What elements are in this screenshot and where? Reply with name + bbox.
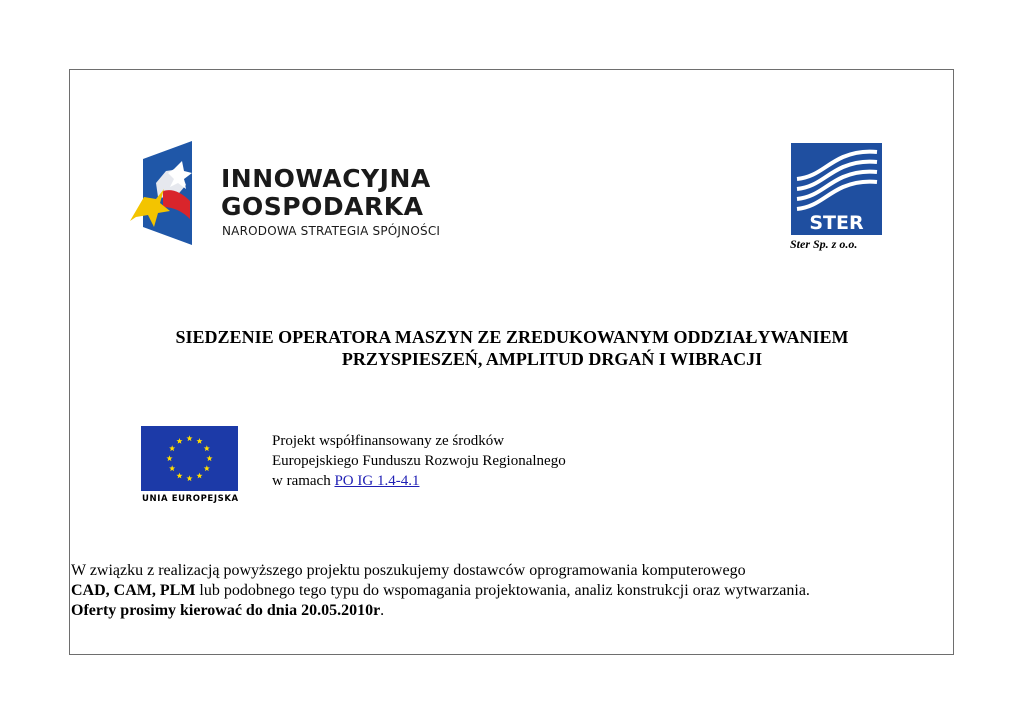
- ster-caption: Ster Sp. z o.o.: [790, 237, 858, 251]
- title-line2: PRZYSPIESZEŃ, AMPLITUD DRGAŃ I WIBRACJI: [341, 349, 763, 369]
- project-line3-prefix: w ramach: [272, 473, 335, 489]
- project-line2: Europejskiego Funduszu Rozwoju Regionalnego: [272, 453, 566, 469]
- announcement-line2-rest: lub podobnego tego typu do wspomagania projektowania, analiz konstrukcji oraz wytwarzania.: [195, 582, 810, 599]
- announcement-text: [71, 561, 810, 621]
- announcement-line3-rest: .: [380, 602, 385, 619]
- announcement-line2: [71, 581, 810, 601]
- ster-logo: [791, 143, 882, 235]
- project-info: [272, 431, 566, 491]
- eu-flag: [141, 426, 238, 491]
- announcement-line3-bold: Oferty prosimy kierować do dnia 20.05.2010r: [71, 602, 381, 619]
- ster-logo-text: STER: [809, 212, 864, 234]
- project-line1: Projekt współfinansowany ze środków: [272, 433, 505, 449]
- announcement-line2-bold: CAD, CAM, PLM: [71, 582, 196, 599]
- announcement-line1: W związku z realizacją powyższego projektu poszukujemy dostawców oprogramowania komputerowego: [71, 562, 746, 579]
- title-line1: SIEDZENIE OPERATORA MASZYN ZE ZREDUKOWANYM ODDZIAŁYWANIEM: [175, 327, 849, 347]
- eu-caption: UNIA EUROPEJSKA: [142, 494, 239, 504]
- project-line3: [272, 471, 566, 491]
- document-title: [100, 326, 924, 370]
- innowacyjna-logo-line1: INNOWACYJNA: [221, 164, 431, 193]
- announcement-line3: [71, 601, 810, 621]
- innowacyjna-logo-line3: NARODOWA STRATEGIA SPÓJNOŚCI: [222, 224, 441, 238]
- innowacyjna-logo-line2: GOSPODARKA: [221, 192, 424, 221]
- po-ig-link[interactable]: PO IG 1.4-4.1: [334, 473, 420, 489]
